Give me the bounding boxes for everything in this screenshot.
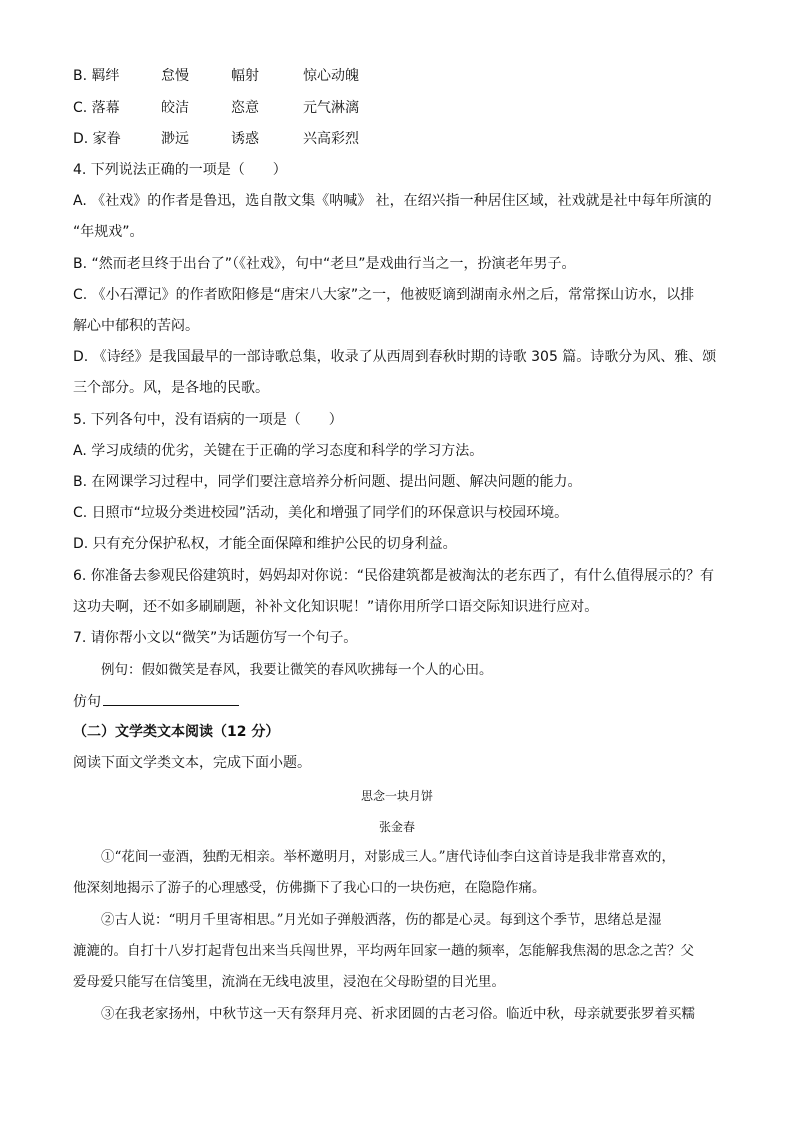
option-word: 皎洁 — [161, 100, 189, 116]
q5-option-d: D. 只有充分保护私权，才能全面保障和维护公民的切身利益。 — [73, 536, 457, 552]
q4-option-d-cont: 三个部分。风，是各地的民歌。 — [73, 380, 269, 396]
q3-option-d — [73, 129, 359, 149]
option-word: 兴高彩烈 — [303, 131, 359, 147]
q5-stem: 5. 下列各句中，没有语病的一项是（ ） — [73, 412, 343, 428]
section-instruction: 阅读下面文学类文本，完成下面小题。 — [73, 755, 311, 771]
q7-answer-line — [73, 690, 239, 712]
option-label: B. 羁绊 — [73, 68, 120, 84]
q6-prompt: 6. 你准备去参观民俗建筑时，妈妈却对你说：“民俗建筑都是被淘汰的老东西了，有什么值得展示的？有 — [73, 568, 715, 584]
option-word: 幅射 — [231, 68, 259, 84]
q3-option-b — [73, 66, 359, 86]
q6-prompt-cont: 这功夫啊，还不如多刷刷题，补补文化知识呢！”请你用所学口语交际知识进行应对。 — [73, 599, 599, 615]
q4-option-a-cont: “年规戏”。 — [73, 224, 144, 240]
q5-option-a: A. 学习成绩的优劣，关键在于正确的学习态度和科学的学习方法。 — [73, 443, 484, 459]
q4-option-b: B. “然而老旦终于出台了”（《社戏》，句中“老旦”是戏曲行当之一，扮演老年男子。 — [73, 256, 576, 272]
paragraph-2-cont: 爱母爱只能写在信笺里，流淌在无线电波里，浸泡在父母盼望的目光里。 — [73, 974, 505, 990]
option-word: 渺远 — [161, 131, 189, 147]
q7-example: 例句：假如微笑是春风，我要让微笑的春风吹拂每一个人的心田。 — [101, 662, 493, 678]
paragraph-3: ③在我老家扬州，中秋节这一天有祭拜月亮、祈求团圆的古老习俗。临近中秋，母亲就要张罗着买糯 — [101, 1006, 695, 1022]
option-word: 诱惑 — [231, 131, 259, 147]
q4-option-d: D. 《诗经》是我国最早的一部诗歌总集，收录了从西周到春秋时期的诗歌 305 篇。诗歌分为风、雅、颂 — [73, 349, 717, 365]
option-label: D. 家眷 — [73, 131, 121, 147]
q5-option-b: B. 在网课学习过程中，同学们要注意培养分析问题、提出问题、解决问题的能力。 — [73, 474, 582, 490]
option-label: C. 落幕 — [73, 100, 120, 116]
paragraph-1-cont: 他深刻地揭示了游子的心理感受，仿佛撕下了我心口的一块伤疤，在隐隐作痛。 — [73, 880, 546, 896]
paragraph-1: ①“花间一壶酒，独酌无相亲。举杯邀明月，对影成三人。”唐代诗仙李白这首诗是我非常喜欢的， — [101, 849, 676, 865]
answer-blank[interactable] — [103, 690, 239, 706]
q4-option-a: A. 《社戏》的作者是鲁迅，选自散文集《呐喊》 社，在绍兴指一种居住区域，社戏就是社中每年所演的 — [73, 193, 712, 209]
paragraph-2: ②古人说：“明月千里寄相思。”月光如子弹般洒落，伤的都是心灵。每到这个季节，思绪总是湿 — [101, 912, 662, 928]
q7-stem: 7. 请你帮小文以“微笑”为话题仿写一个句子。 — [73, 630, 358, 646]
article-title: 思念一块月饼 — [360, 789, 433, 803]
q3-option-c — [73, 98, 359, 118]
q4-stem: 4. 下列说法正确的一项是（ ） — [73, 162, 287, 178]
option-word: 恣意 — [231, 100, 259, 116]
section-heading: （二）文学类文本阅读（12 分） — [73, 724, 280, 740]
paragraph-2-cont: 漉漉的。自打十八岁打起背包出来当兵闯世界，平均两年回家一趟的频率，怎能解我焦渴的思念之苦？父 — [73, 943, 694, 959]
q4-option-c-cont: 解心中郁积的苦闷。 — [73, 318, 199, 334]
option-word: 元气淋漓 — [303, 100, 359, 116]
option-word: 惊心动魄 — [303, 68, 359, 84]
q4-option-c: C. 《小石潭记》的作者欧阳修是“唐宋八大家”之一，他被贬谪到湖南永州之后，常常探山访水，以排 — [73, 287, 695, 303]
q5-option-c: C. 日照市“垃圾分类进校园”活动，美化和增强了同学们的环保意识与校园环境。 — [73, 505, 569, 521]
answer-label: 仿句 — [73, 694, 101, 710]
option-word: 怠慢 — [161, 68, 189, 84]
article-author: 张金春 — [378, 820, 415, 834]
